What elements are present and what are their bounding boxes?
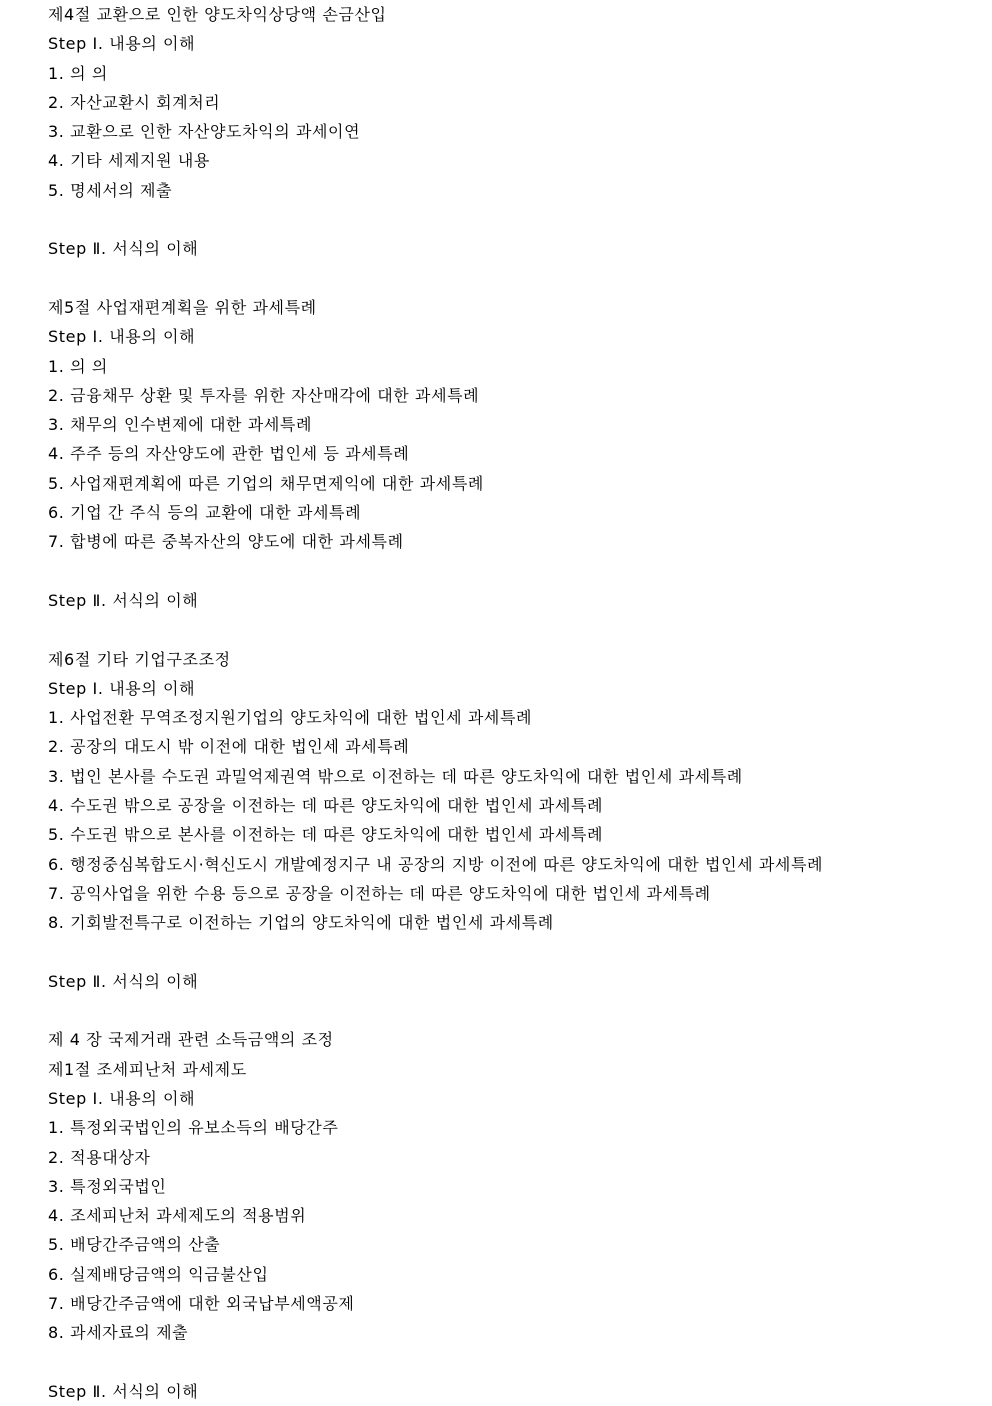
toc-line: 5. 배당간주금액의 산출 — [48, 1235, 221, 1255]
toc-line: 제 4 장 국제거래 관련 소득금액의 조정 — [48, 1030, 334, 1050]
toc-line: 6. 실제배당금액의 익금불산입 — [48, 1264, 269, 1284]
toc-line: 2. 적용대상자 — [48, 1147, 151, 1167]
toc-line: 4. 주주 등의 자산양도에 관한 법인세 등 과세특례 — [48, 444, 410, 464]
blank-line — [48, 205, 978, 234]
toc-line: 8. 과세자료의 제출 — [48, 1323, 189, 1343]
toc-line: 3. 교환으로 인한 자산양도차익의 과세이연 — [48, 122, 361, 142]
toc-line: 7. 배당간주금액에 대한 외국납부세액공제 — [48, 1294, 355, 1314]
blank-line — [48, 996, 978, 1025]
toc-line: 4. 조세피난처 과세제도의 적용범위 — [48, 1206, 307, 1226]
toc-line: 8. 기회발전특구로 이전하는 기업의 양도차익에 대한 법인세 과세특례 — [48, 913, 554, 933]
toc-line: 3. 법인 본사를 수도권 과밀억제권역 밖으로 이전하는 데 따른 양도차익에 대한 법인세 과세특례 — [48, 766, 743, 786]
toc-line: 3. 채무의 인수변제에 대한 과세특례 — [48, 415, 312, 435]
toc-line: 7. 공익사업을 위한 수용 등으로 공장을 이전하는 데 따른 양도차익에 대한 법인세 과세특례 — [48, 883, 711, 903]
table-of-contents — [48, 0, 978, 1406]
toc-line: 1. 의 의 — [48, 356, 108, 376]
toc-line: Step Ⅱ. 서식의 이해 — [48, 1381, 199, 1401]
toc-line: Step Ⅱ. 서식의 이해 — [48, 239, 199, 259]
toc-line: 제6절 기타 기업구조조정 — [48, 649, 231, 669]
toc-line: 2. 공장의 대도시 밖 이전에 대한 법인세 과세특례 — [48, 737, 410, 757]
toc-line: Step Ⅱ. 서식의 이해 — [48, 590, 199, 610]
toc-line: 1. 사업전환 무역조정지원기업의 양도차익에 대한 법인세 과세특례 — [48, 708, 533, 728]
blank-line — [48, 557, 978, 586]
toc-line: Step Ⅱ. 서식의 이해 — [48, 971, 199, 991]
toc-line: 7. 합병에 따른 중복자산의 양도에 대한 과세특례 — [48, 532, 404, 552]
toc-line: 5. 사업재편계획에 따른 기업의 채무면제익에 대한 과세특례 — [48, 473, 484, 493]
blank-line — [48, 264, 978, 293]
toc-line: Step Ⅰ. 내용의 이해 — [48, 327, 196, 347]
toc-line: 6. 기업 간 주식 등의 교환에 대한 과세특례 — [48, 503, 362, 523]
toc-line: 3. 특정외국법인 — [48, 1176, 167, 1196]
toc-line: 제5절 사업재편계획을 위한 과세특례 — [48, 297, 317, 317]
toc-line: 2. 자산교환시 회계처리 — [48, 92, 221, 112]
toc-line: 4. 수도권 밖으로 공장을 이전하는 데 따른 양도차익에 대한 법인세 과세특례 — [48, 796, 604, 816]
toc-line: 5. 명세서의 제출 — [48, 180, 173, 200]
toc-line: 1. 의 의 — [48, 63, 108, 83]
blank-line — [48, 1348, 978, 1377]
toc-line: 1. 특정외국법인의 유보소득의 배당간주 — [48, 1118, 339, 1138]
toc-line: 제4절 교환으로 인한 양도차익상당액 손금산입 — [48, 5, 387, 24]
toc-line: Step Ⅰ. 내용의 이해 — [48, 1088, 196, 1108]
blank-line — [48, 615, 978, 644]
toc-line: 제1절 조세피난처 과세제도 — [48, 1059, 247, 1079]
toc-line: 4. 기타 세제지원 내용 — [48, 151, 210, 171]
toc-line: Step Ⅰ. 내용의 이해 — [48, 34, 196, 54]
toc-line: 5. 수도권 밖으로 본사를 이전하는 데 따른 양도차익에 대한 법인세 과세특례 — [48, 825, 604, 845]
blank-line — [48, 938, 978, 967]
toc-line: 6. 행정중심복합도시·혁신도시 개발예정지구 내 공장의 지방 이전에 따른 양도차익에 대한 법인세 과세특례 — [48, 854, 824, 874]
toc-line: 2. 금융채무 상환 및 투자를 위한 자산매각에 대한 과세특례 — [48, 385, 480, 405]
toc-line: Step Ⅰ. 내용의 이해 — [48, 678, 196, 698]
